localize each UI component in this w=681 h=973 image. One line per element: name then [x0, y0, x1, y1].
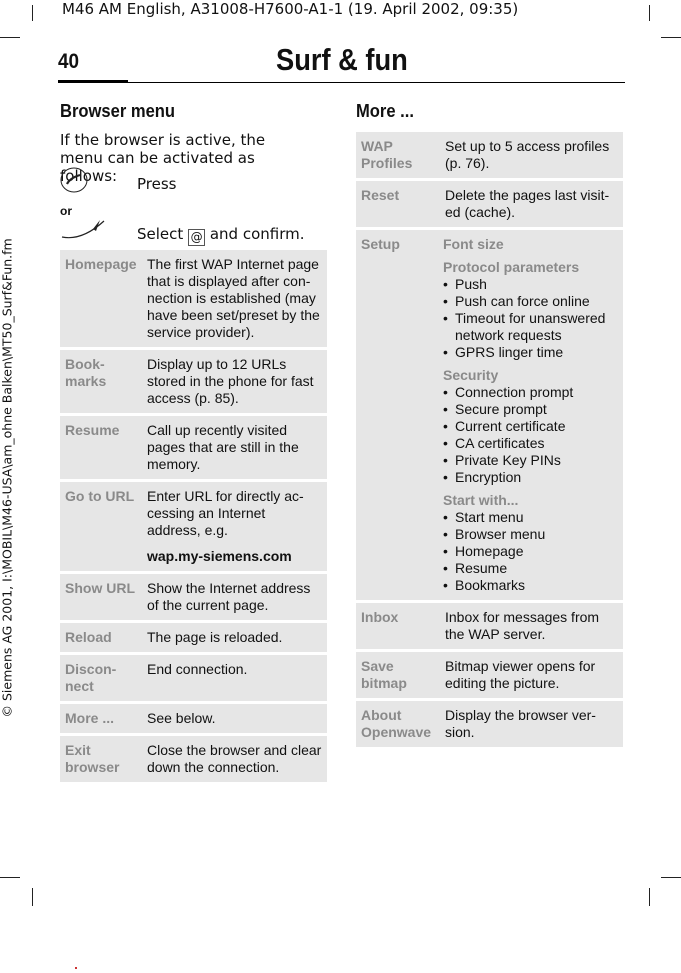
list-item: • CA certificates [443, 435, 618, 452]
page-title: Surf & fun [276, 42, 408, 77]
row-value: The page is reloaded. [142, 623, 327, 652]
row-key: Book-marks [60, 350, 142, 413]
table-row [60, 655, 327, 701]
row-key: Show URL [60, 574, 142, 620]
phone-key-icon [60, 166, 90, 198]
row-value-text: Enter URL for directly ac-cessing an Internet address, e.g. [147, 488, 304, 538]
table-row [356, 132, 623, 178]
list-item: • Encryption [443, 469, 618, 486]
table-row [356, 181, 623, 227]
row-key: Go to URL [60, 482, 142, 571]
page-number: 40 [58, 50, 80, 73]
row-value: Bitmap viewer opens for editing the picture. [440, 652, 623, 698]
table-row [356, 701, 623, 747]
row-key: Reload [60, 623, 142, 652]
list-item: • Push can force online [443, 293, 618, 310]
crop-mark [649, 888, 650, 906]
list-item: • Start menu [443, 509, 618, 526]
row-key: WAP Profiles [356, 132, 440, 178]
confirm-label: and confirm. [209, 225, 305, 243]
header-rule-accent [58, 80, 128, 83]
table-row [356, 603, 623, 649]
list-item: • Homepage [443, 543, 618, 560]
copyright-sidebar: © Siemens AG 2001, I:\MOBIL\M46-USA\am_ohne Balken\MT50_Surf&Fun.fm [0, 238, 15, 718]
document-meta: M46 AM English, A31008-H7600-A1-1 (19. April 2002, 09:35) [62, 0, 519, 18]
at-key-icon: @ [188, 229, 205, 246]
row-value: End connection. [142, 655, 327, 701]
example-url: wap.my-siemens.com [147, 548, 292, 564]
row-value: See below. [142, 704, 327, 733]
start-with-heading: Start with... [443, 492, 519, 508]
header-rule [58, 82, 625, 83]
list-item: • Push [443, 276, 618, 293]
press-label: Press [137, 175, 177, 193]
browser-menu-table [60, 247, 327, 785]
crop-mark [32, 5, 33, 21]
row-key: Discon-nect [60, 655, 142, 701]
or-label: or [60, 204, 72, 218]
list-item: • Browser menu [443, 526, 618, 543]
list-item: • Resume [443, 560, 618, 577]
row-value: Call up recently visited pages that are still in the memory. [142, 416, 327, 479]
protocol-heading: Protocol parameters [443, 259, 580, 275]
crop-mark [661, 877, 681, 878]
font-size-heading: Font size [443, 236, 504, 252]
setup-options [440, 230, 623, 600]
table-row [356, 230, 623, 600]
table-row [60, 416, 327, 479]
list-item: • Timeout for unanswered network requests [443, 310, 618, 344]
row-value: Display the browser ver-sion. [440, 701, 623, 747]
table-row [60, 250, 327, 347]
row-value: Set up to 5 access profiles (p. 76). [440, 132, 623, 178]
row-key: Inbox [356, 603, 440, 649]
registration-dot [75, 967, 77, 969]
table-row [60, 574, 327, 620]
row-key: Homepage [60, 250, 142, 347]
crop-mark [661, 37, 681, 38]
row-value: Delete the pages last visit-ed (cache). [440, 181, 623, 227]
row-value: Show the Internet address of the current page. [142, 574, 327, 620]
crop-mark [649, 5, 650, 21]
row-key: More ... [60, 704, 142, 733]
list-item: • Private Key PINs [443, 452, 618, 469]
security-list [443, 384, 618, 486]
more-menu-table [356, 129, 623, 750]
crop-mark [32, 888, 33, 906]
more-heading: More ... [356, 101, 414, 121]
security-heading: Security [443, 367, 499, 383]
row-key: Reset [356, 181, 440, 227]
list-item: • Secure prompt [443, 401, 618, 418]
softkey-icon [60, 215, 106, 249]
row-key: Save bitmap [356, 652, 440, 698]
intro-text: If the browser is active, the menu can be activated as follows: [60, 131, 266, 185]
list-item: • Current certificate [443, 418, 618, 435]
table-row [60, 704, 327, 733]
table-row [60, 482, 327, 571]
row-value: The first WAP Internet page that is displayed after con-nection is established (may have been set/preset by the service provider). [142, 250, 327, 347]
row-value [142, 482, 327, 571]
list-item: • Bookmarks [443, 577, 618, 594]
table-row [356, 652, 623, 698]
crop-mark [0, 37, 20, 38]
select-instruction [137, 225, 305, 246]
row-value: Close the browser and clear down the connection. [142, 736, 327, 782]
table-row [60, 736, 327, 782]
list-item: • GPRS linger time [443, 344, 618, 361]
list-item: • Connection prompt [443, 384, 618, 401]
crop-mark [0, 877, 20, 878]
row-value: Display up to 12 URLs stored in the phone for fast access (p. 85). [142, 350, 327, 413]
start-with-list [443, 509, 618, 594]
row-key: Resume [60, 416, 142, 479]
select-label: Select [137, 225, 184, 243]
protocol-list [443, 276, 618, 361]
table-row [60, 623, 327, 652]
browser-menu-heading: Browser menu [60, 101, 176, 121]
row-key: Exit browser [60, 736, 142, 782]
table-row [60, 350, 327, 413]
row-key: Setup [356, 230, 440, 600]
row-value: Inbox for messages from the WAP server. [440, 603, 623, 649]
row-key: About Openwave [356, 701, 440, 747]
